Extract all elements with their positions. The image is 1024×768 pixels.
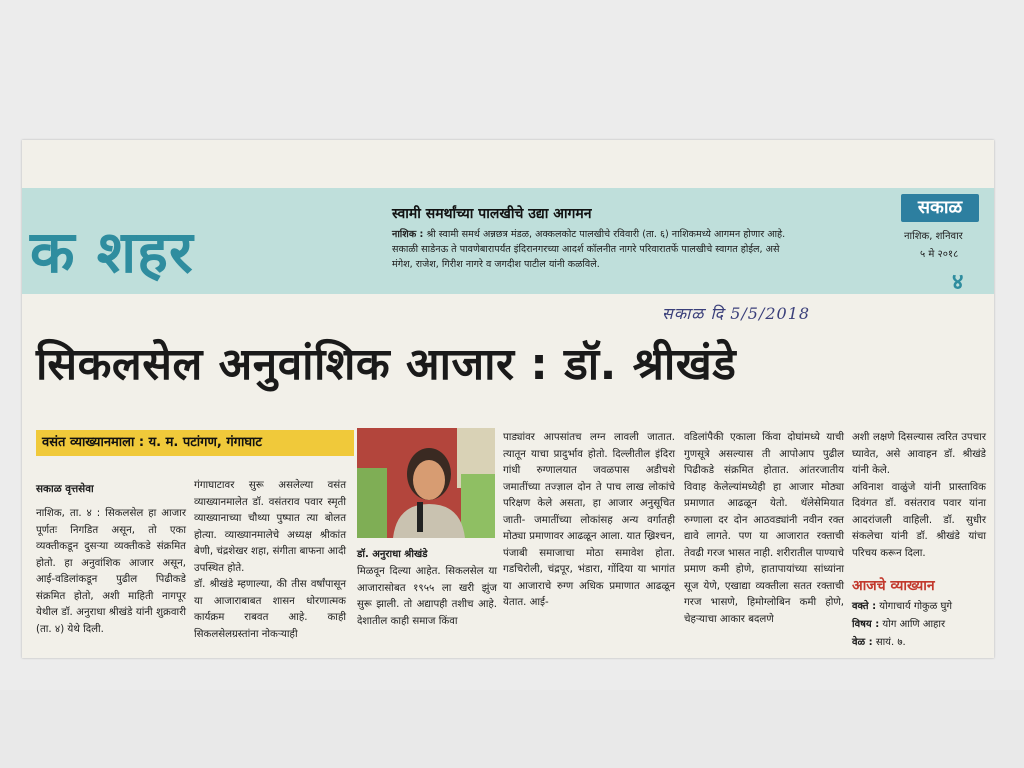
article-column-5: वडिलांपैकी एकाला किंवा दोघांमध्ये याची गुणसूत्रे असल्यास ती आपोआप पुढील पिढीकडे संक्रमित होतात. आंतरजातीय विवाह केलेल्यांमध्येही हा आजार मोठ्या प्रमाणात आढळून येतो. थॅलेसेमियात रुग्णाला दर दोन आठवड्यांनी नवीन रक्त द्यावे लागते. पण या आजारात रक्ताची तेवढी गरज भासत नाही. शरीरातील पाण्याचे प्रमाण कमी होणे, हातापायांच्या सांध्यांना सूज येणे, एखाद्या व्यक्तीला सतत रक्ताची गरज भासणे, हिमोग्लोबिन कमी होणे, चेहऱ्याचा आकार बदलणे	[684, 432, 844, 625]
handwritten-date-note: सकाळ दि 5/5/2018	[662, 304, 811, 323]
lecture-speaker-row	[852, 598, 952, 612]
brief-dateline: नाशिक :	[392, 229, 424, 240]
masthead-location: नाशिक, शनिवार	[904, 231, 963, 242]
newspaper-logo: सकाळ	[901, 194, 979, 222]
lecture-speaker-label: वक्ते :	[852, 601, 877, 612]
lecture-time-value: सायं. ७.	[875, 637, 906, 648]
lecture-speaker-value: योगाचार्य गोकुळ घुगे	[879, 601, 953, 612]
lecture-topic-label: विषय :	[852, 619, 880, 630]
speaker-photo-image	[357, 428, 495, 538]
lecture-topic-value: योग आणि आहार	[882, 619, 946, 630]
lecture-time-row	[852, 634, 906, 648]
page-number: ४	[952, 270, 964, 295]
article-column-3: मिळवून दिल्या आहेत. सिकलसेल या आजारासोबत १९५५ ला खरी झुंज सुरू झाली. तो अद्यापही तशीच आहे. देशातील काही समाज किंवा	[357, 566, 497, 627]
newspaper-clipping	[22, 140, 994, 658]
article-column-6: अशी लक्षणे दिसल्यास त्वरित उपचार घ्यावेत, असे आवाहन डॉ. श्रीखंडे यांनी केले. अविनाश वाळुंजे यांनी प्रास्ताविक दिवंगत डॉ. वसंतराव पवार यांना आदरांजली वाहिली. डॉ. सुधीर संकलेचा यांनी डॉ. श्रीखंडे यांचा परिचय करून दिला.	[852, 432, 986, 559]
brief-body	[392, 228, 792, 273]
brief-text: श्री स्वामी समर्थ अन्नछत्र मंडळ, अक्कलकोट पालखीचे रविवारी (ता. ६) नाशिकमध्ये आगमन होणार आहे. सकाळी साडेनऊ ते पावणेबारापर्यंत इंदिरानगरच्या आदर्श कॉलनीत नागरे परिवारातर्फे पालखीचे स्वागत होईल, असे मंगेश, राजेश, गिरीश नागरे व जगदीश पाटील यांनी कळविले.	[392, 229, 786, 270]
photo-caption: डॉ. अनुराधा श्रीखंडे	[357, 549, 428, 560]
article-column-2: गंगाघाटावर सुरू असलेल्या वसंत व्याख्यानमालेत डॉ. वसंतराव पवार स्मृती व्याख्यानाच्या चौथ्या पुष्पात त्या बोलत होत्या. व्याख्यानमालेचे अध्यक्ष श्रीकांत बेणी, चंद्रशेखर शहा, संगीता बाफना आदी उपस्थित होते. डॉ. श्रीखंडे म्हणाल्या, की तीस वर्षांपासून या आजाराबाबत शासन धोरणात्मक कार्यक्रम राबवत आहे. काही सिकलसेलग्रस्तांना नोकऱ्याही	[194, 480, 346, 640]
brief-title: स्वामी समर्थांच्या पालखीचे उद्या आगमन	[392, 206, 592, 222]
speaker-photo	[357, 428, 495, 538]
article-column-4: पाड्यांवर आपसांतच लग्न लावली जातात. त्यातून याचा प्रादुर्भाव होतो. दिल्लीतील इंदिरा गांधी रुग्णालयात जवळपास अडीचशे जमातींच्या तज्ज्ञाल दोन ते पाच लाख लोकांचे परिक्षण केले असता, हा आजार अनुसूचित जाती- जमातींच्या लोकांसह अन्य वर्गातही मोठ्या प्रमाणावर आढळून आला. यात ख्रिश्चन, पंजाबी समाजाचा मोठा समावेश होता. गडचिरोली, चंद्रपूर, भंडारा, गोंदिया या भागांत या आजाराचे रुग्ण अधिक प्रमाणात आढळून येतात. आई-	[503, 432, 675, 609]
section-title: क शहर	[30, 218, 194, 286]
background-surface	[0, 690, 1024, 768]
todays-lecture-heading: आजचे व्याख्यान	[852, 578, 935, 594]
series-tag: वसंत व्याख्यानमाला : य. म. पटांगण, गंगाघाट	[36, 430, 354, 456]
byline: सकाळ वृत्तसेवा	[36, 483, 94, 495]
masthead-date: ५ मे २०१८	[920, 249, 959, 260]
lecture-time-label: वेळ :	[852, 637, 873, 648]
article-column-1: नाशिक, ता. ४ : सिकलसेल हा आजार पूर्णतः निगडित असून, तो एका व्यक्तीकडून दुसऱ्या व्यक्तीकडे संक्रमित होतो. हा अनुवांशिक आजार असून, आई-वडिलांकडून पुढील पिढीकडे संक्रमित होतो, अशी माहिती नागपूर येथील डॉ. अनुराधा श्रीखंडे यांनी शुक्रवारी (ता. ४) येथे दिली.	[36, 508, 186, 635]
lecture-topic-row	[852, 616, 945, 630]
headline: सिकलसेल अनुवांशिक आजार : डॉ. श्रीखंडे	[36, 339, 737, 390]
